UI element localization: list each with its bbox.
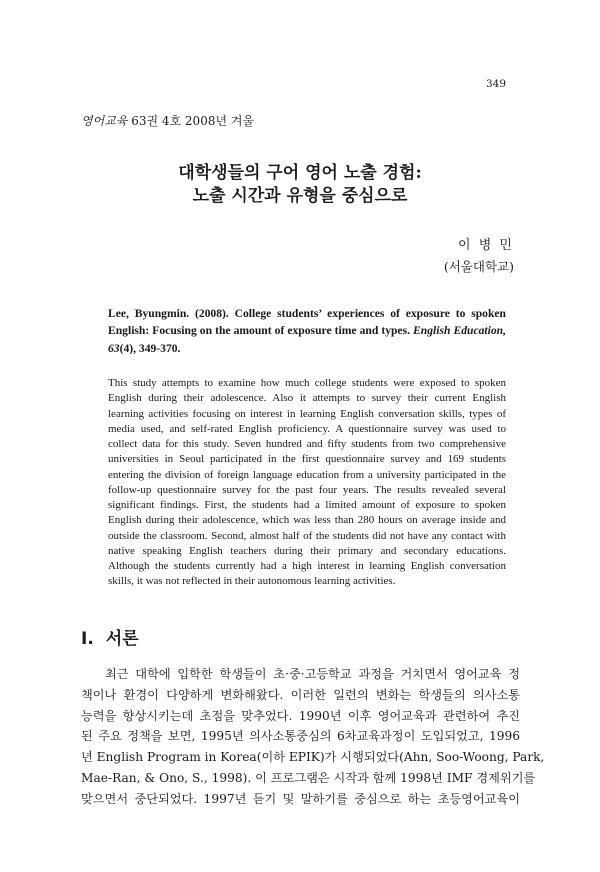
abstract-line: significant findings. First, the students had a limited amount of exposure to spoken bbox=[108, 499, 506, 511]
abstract-line: outside the classroom. Second, almost half of the students did not have any contact with bbox=[108, 529, 506, 542]
abstract bbox=[108, 376, 506, 590]
abstract-line: follow-up questionnaire survey for the past four years. The results revealed several bbox=[108, 483, 506, 496]
citation-volume: 63 bbox=[108, 341, 120, 355]
citation bbox=[108, 305, 506, 357]
abstract-line: media used, and self-rated English proficiency. A questionnaire survey was used to bbox=[108, 422, 506, 435]
abstract-line: This study attempts to examine how much college students were exposed to spoken bbox=[108, 377, 506, 389]
abstract-line: English during their adolescence. Also it attempts to survey their current English bbox=[108, 392, 506, 405]
abstract-line: Although the students currently had a high interest in learning English conversation bbox=[108, 560, 506, 572]
body-text bbox=[81, 664, 545, 810]
paper-title-line-1: 대학생들의 구어 영어 노출 경험: bbox=[178, 163, 422, 183]
abstract-line: learning activities focusing on interest in learning English conversation skills, types of bbox=[108, 407, 506, 420]
abstract-line: native speaking English teachers during their primary and secondary educations. bbox=[108, 544, 506, 557]
abstract-line: universities in Seoul participated in the first questionnaire survey and 169 students bbox=[108, 453, 506, 466]
author-affiliation: (서울대학교) bbox=[443, 259, 514, 274]
body-line: 년 English Program in Korea(이하 EPIK)가 시행되었다(Ahn, Soo-Woong, Park, bbox=[81, 750, 545, 765]
citation-journal: English Education, bbox=[413, 324, 506, 338]
body-line: Mae-Ran, & Ono, S., 1998). 이 프로그램은 시작과 함께 1998년 IMF 경제위기를 bbox=[81, 770, 536, 785]
paper-title-line-2: 노출 시간과 유형을 중심으로 bbox=[192, 186, 408, 206]
section-heading bbox=[81, 624, 139, 649]
section-number: I. bbox=[81, 629, 94, 649]
journal-name: 영어교육 bbox=[81, 114, 128, 128]
body-line: 능력을 향상시키는데 초점을 맞추었다. 1990년 이후 영어교육과 관련하여 추진 bbox=[81, 708, 520, 723]
section-title: 서론 bbox=[105, 629, 139, 649]
body-line: 맞으면서 중단되었다. 1997년 듣기 및 말하기를 중심으로 하는 초등영어교육이 bbox=[81, 791, 520, 806]
journal-info bbox=[81, 112, 254, 129]
body-line: 된 주요 정책을 보면, 1995년 의사소통중심의 6차교육과정이 도입되었고, 1996 bbox=[81, 729, 520, 744]
body-line: 최근 대학에 입학한 학생들이 초·중·고등학교 과정을 거치면서 영어교육 정 bbox=[105, 667, 520, 681]
abstract-line: collect data for this study. Seven hundred and fifty students from two comprehensive bbox=[108, 438, 506, 450]
abstract-line: entering the division of foreign language education from a university participated in the bbox=[108, 468, 506, 481]
page-number: 349 bbox=[485, 78, 506, 90]
journal-volume-issue: 63권 4호 2008년 겨울 bbox=[131, 114, 255, 128]
paper-title bbox=[0, 162, 600, 208]
abstract-line: skills, it was not reflected in their autonomous learning activities. bbox=[108, 575, 396, 588]
author-name: 이 병 민 bbox=[458, 238, 514, 253]
citation-main: Lee, Byungmin. (2008). College students’ experiences of exposure to spoken English: Focusing on the amount of exposure time and types. bbox=[108, 307, 506, 338]
abstract-line: English during their adolescence, which was less than 280 hours on average inside and bbox=[108, 514, 506, 527]
body-line: 책이나 환경이 다양하게 변화해왔다. 이러한 일련의 변화는 학생들의 의사소통 bbox=[81, 687, 520, 702]
citation-pages: (4), 349-370. bbox=[119, 341, 181, 355]
